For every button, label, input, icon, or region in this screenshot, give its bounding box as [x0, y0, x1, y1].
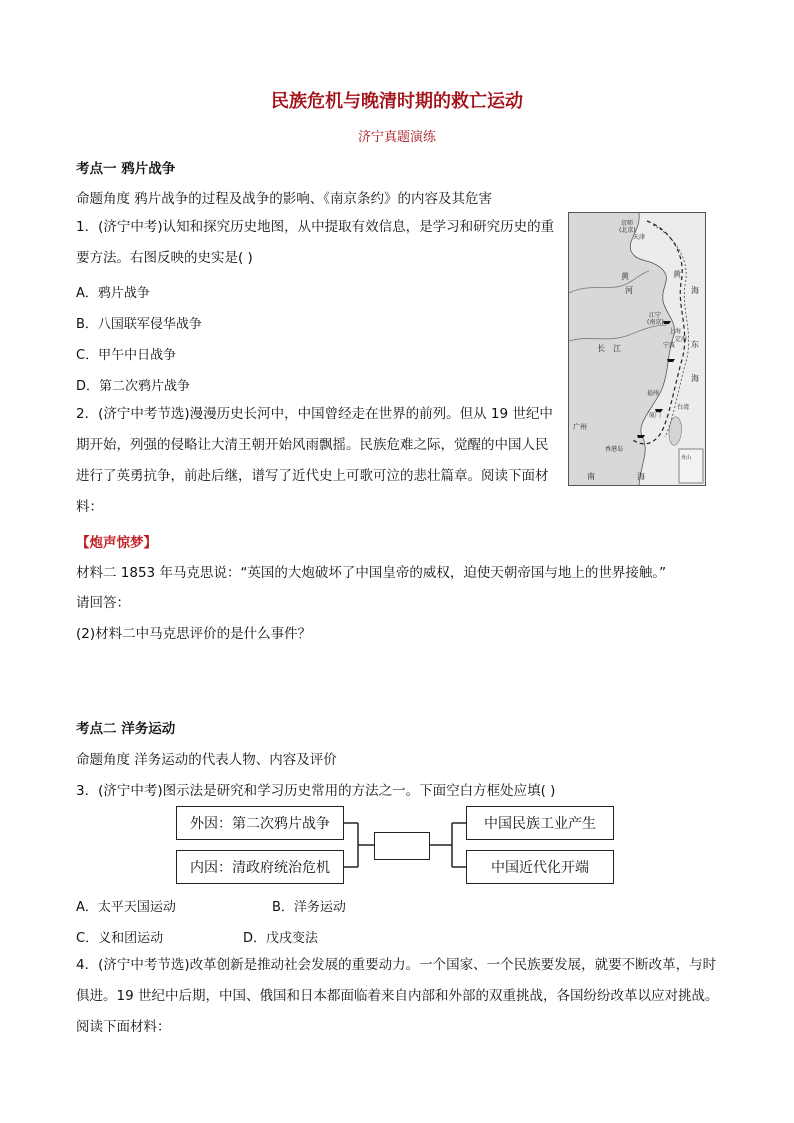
- section2-heading: 考点二 洋务运动: [76, 721, 176, 737]
- section2-angle: 命题角度 洋务运动的代表人物、内容及评价: [76, 752, 337, 768]
- map-label: 福州: [647, 390, 660, 397]
- page-subtitle: 济宁真题演练: [357, 130, 436, 145]
- map-label: 黄: [673, 270, 681, 279]
- map-label: 天津: [633, 234, 646, 241]
- section1-heading: 考点一 鸦片战争: [76, 161, 176, 177]
- q2-tag: 【炮声惊梦】: [76, 535, 157, 551]
- q3-option-a: A．太平天国运动: [76, 900, 176, 915]
- diagram-box-external-cause: 外因：第二次鸦片战争: [176, 806, 344, 840]
- yellow-river: [569, 271, 649, 293]
- q3-option-b: B．洋务运动: [272, 900, 346, 915]
- yangtze-river: [569, 325, 667, 341]
- map-label: 海: [691, 286, 699, 295]
- q2-sub-question: (2)材料二中马克思评价的是什么事件？: [76, 626, 312, 642]
- map-label: 江宁: [649, 312, 662, 319]
- map-label: 南: [587, 472, 595, 481]
- page-title: 民族危机与晚清时期的救亡运动: [271, 91, 523, 112]
- ship-icon: [663, 321, 671, 324]
- map-label: 京师: [621, 220, 634, 227]
- map-label: 东: [691, 340, 699, 349]
- map-label: 海: [691, 374, 699, 383]
- q3-stem: 3．(济宁中考)图示法是研究和学习历史常用的方法之一。下面空白方框处应填( ): [76, 783, 556, 799]
- q1-stem: 1．(济宁中考)认知和探究历史地图，从中提取有效信息，是学习和研究历史的重要方法。右图反映的史实是( ): [76, 219, 555, 266]
- map-label: 黄: [621, 272, 629, 281]
- map-label: (南京): [647, 319, 664, 326]
- sea-area: [630, 213, 705, 485]
- map-label: 舟山: [681, 455, 692, 461]
- map-label: 台湾: [677, 404, 690, 411]
- q1-option-b: B．八国联军侵华战争: [76, 317, 202, 332]
- diagram-box-internal-cause: 内因：清政府统治危机: [176, 850, 344, 884]
- diagram-blank-box[interactable]: [374, 832, 430, 860]
- section1-angle: 命题角度 鸦片战争的过程及战争的影响、《南京条约》的内容及其危害: [76, 191, 493, 207]
- map-label: 江: [613, 344, 621, 353]
- q1-option-a: A．鸦片战争: [76, 286, 150, 301]
- map-label: 宁波: [663, 342, 676, 349]
- map-label: 河: [625, 286, 633, 295]
- map-label: 广州: [573, 423, 587, 431]
- q3-option-d: D．戊戌变法: [243, 931, 319, 946]
- map-label: 厦门: [649, 412, 662, 419]
- q2-prompt: 请回答：: [76, 595, 130, 611]
- map-label: (北京): [619, 227, 636, 234]
- diagram-box-modernization-start: 中国近代化开端: [466, 850, 614, 884]
- historical-map: [568, 212, 706, 486]
- map-label: 香港岛: [605, 446, 624, 453]
- q3-option-c: C．义和团运动: [76, 931, 164, 946]
- map-label: 定海: [675, 336, 688, 343]
- q4-stem: 4．(济宁中考节选)改革创新是推动社会发展的重要动力。一个国家、一个民族要发展，就要不断改革，与时俱进。19 世纪中后期，中国、俄国和日本都面临着来自内部和外部的双重挑战，各国纷纷改革以应对挑战。阅读下面材料：: [76, 957, 719, 1035]
- map-graphic: [569, 213, 705, 485]
- q1-option-c: C．甲午中日战争: [76, 348, 177, 363]
- q2-material: 材料二 1853 年马克思说：“英国的大炮破坏了中国皇帝的威权，迫使天朝帝国与地上的世界接触。”: [76, 565, 667, 581]
- map-label: 海: [637, 472, 645, 481]
- q3-diagram: [176, 804, 616, 886]
- diagram-box-national-industry: 中国民族工业产生: [466, 806, 614, 840]
- q1-option-d: D．第二次鸦片战争: [76, 379, 191, 394]
- map-label: 长: [597, 344, 605, 353]
- map-label: 上海: [669, 328, 682, 335]
- q2-stem: 2．(济宁中考节选)漫漫历史长河中，中国曾经走在世界的前列。但从 19 世纪中期开始，列强的侵略让大清王朝开始风雨飘摇。民族危难之际，觉醒的中国人民进行了英勇抗争，前赴后继，谱写了近代史上可歌可泣的悲壮篇章。阅读下面材料：: [76, 406, 553, 515]
